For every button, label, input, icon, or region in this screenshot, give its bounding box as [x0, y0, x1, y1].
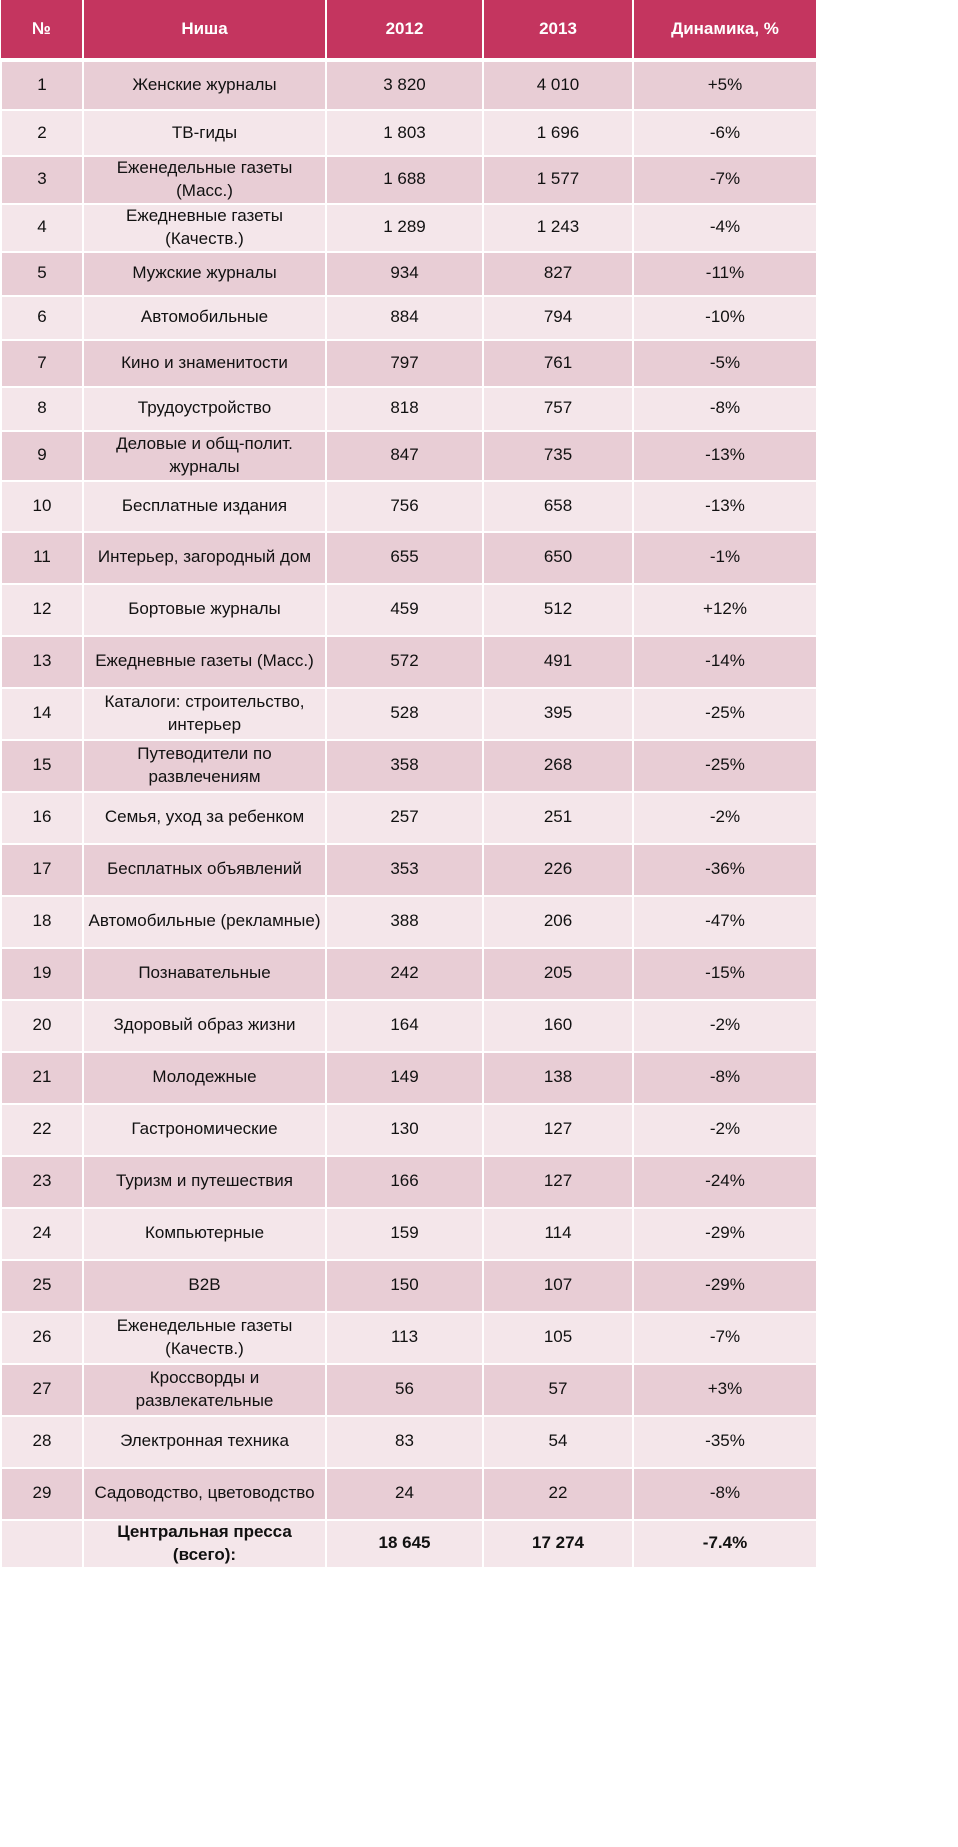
- cell-change: -14%: [633, 636, 817, 688]
- table-row: [1, 110, 817, 156]
- total-cell-niche: Центральная пресса (всего):: [83, 1520, 326, 1568]
- cell-2013: 735: [483, 431, 633, 481]
- table-row: [1, 1260, 817, 1312]
- cell-2012: 113: [326, 1312, 483, 1364]
- cell-niche: Еженедельные газеты (Масс.): [83, 156, 326, 204]
- table-row: [1, 204, 817, 252]
- cell-num: 17: [1, 844, 83, 896]
- table-row: [1, 584, 817, 636]
- cell-num: 1: [1, 60, 83, 110]
- cell-change: -10%: [633, 296, 817, 340]
- cell-2012: 655: [326, 532, 483, 584]
- cell-2012: 56: [326, 1364, 483, 1416]
- cell-2012: 818: [326, 387, 483, 431]
- cell-niche: Садоводство, цветоводство: [83, 1468, 326, 1520]
- table-row: [1, 296, 817, 340]
- cell-niche: Познавательные: [83, 948, 326, 1000]
- cell-num: 15: [1, 740, 83, 792]
- cell-num: 4: [1, 204, 83, 252]
- cell-niche: Автомобильные: [83, 296, 326, 340]
- cell-2013: 827: [483, 252, 633, 296]
- table-row: [1, 688, 817, 740]
- cell-num: 10: [1, 481, 83, 532]
- cell-niche: Кроссворды и развлекательные: [83, 1364, 326, 1416]
- cell-num: 14: [1, 688, 83, 740]
- cell-2013: 138: [483, 1052, 633, 1104]
- cell-num: 5: [1, 252, 83, 296]
- table-row: [1, 1000, 817, 1052]
- cell-niche: Автомобильные (рекламные): [83, 896, 326, 948]
- cell-niche: Ежедневные газеты (Масс.): [83, 636, 326, 688]
- cell-num: 19: [1, 948, 83, 1000]
- cell-niche: Интерьер, загородный дом: [83, 532, 326, 584]
- cell-change: +3%: [633, 1364, 817, 1416]
- cell-2013: 127: [483, 1156, 633, 1208]
- cell-change: -47%: [633, 896, 817, 948]
- cell-change: -7%: [633, 156, 817, 204]
- cell-change: -29%: [633, 1260, 817, 1312]
- table-row: [1, 1104, 817, 1156]
- cell-2012: 847: [326, 431, 483, 481]
- cell-niche: Женские журналы: [83, 60, 326, 110]
- cell-2012: 528: [326, 688, 483, 740]
- cell-change: -7%: [633, 1312, 817, 1364]
- cell-change: -8%: [633, 1468, 817, 1520]
- cell-num: 12: [1, 584, 83, 636]
- cell-change: -8%: [633, 387, 817, 431]
- cell-niche: ТВ-гиды: [83, 110, 326, 156]
- cell-change: +5%: [633, 60, 817, 110]
- cell-change: -13%: [633, 431, 817, 481]
- cell-change: -15%: [633, 948, 817, 1000]
- cell-niche: B2B: [83, 1260, 326, 1312]
- cell-num: 21: [1, 1052, 83, 1104]
- cell-2013: 512: [483, 584, 633, 636]
- cell-change: -35%: [633, 1416, 817, 1468]
- cell-2012: 149: [326, 1052, 483, 1104]
- cell-2012: 83: [326, 1416, 483, 1468]
- cell-niche: Бесплатные издания: [83, 481, 326, 532]
- cell-niche: Путеводители по развлечениям: [83, 740, 326, 792]
- cell-change: -11%: [633, 252, 817, 296]
- cell-num: 2: [1, 110, 83, 156]
- cell-num: 24: [1, 1208, 83, 1260]
- cell-niche: Туризм и путешествия: [83, 1156, 326, 1208]
- cell-2012: 24: [326, 1468, 483, 1520]
- table-row: [1, 636, 817, 688]
- cell-2012: 1 688: [326, 156, 483, 204]
- cell-niche: Здоровый образ жизни: [83, 1000, 326, 1052]
- table-row: [1, 532, 817, 584]
- cell-2013: 491: [483, 636, 633, 688]
- cell-niche: Еженедельные газеты (Качеств.): [83, 1312, 326, 1364]
- cell-num: 26: [1, 1312, 83, 1364]
- cell-niche: Семья, уход за ребенком: [83, 792, 326, 844]
- table-body: [1, 60, 817, 1568]
- table-row: [1, 1416, 817, 1468]
- cell-num: 23: [1, 1156, 83, 1208]
- total-cell-2013: 17 274: [483, 1520, 633, 1568]
- cell-2012: 166: [326, 1156, 483, 1208]
- cell-num: 3: [1, 156, 83, 204]
- cell-2013: 57: [483, 1364, 633, 1416]
- header-row: [1, 0, 817, 60]
- cell-num: 11: [1, 532, 83, 584]
- cell-change: -24%: [633, 1156, 817, 1208]
- cell-niche: Ежедневные газеты (Качеств.): [83, 204, 326, 252]
- cell-num: 20: [1, 1000, 83, 1052]
- cell-num: 16: [1, 792, 83, 844]
- header-num: №: [1, 0, 83, 60]
- cell-2012: 150: [326, 1260, 483, 1312]
- cell-2012: 459: [326, 584, 483, 636]
- cell-2012: 242: [326, 948, 483, 1000]
- cell-niche: Электронная техника: [83, 1416, 326, 1468]
- header-change: Динамика, %: [633, 0, 817, 60]
- cell-change: -36%: [633, 844, 817, 896]
- cell-2012: 884: [326, 296, 483, 340]
- header-2012: 2012: [326, 0, 483, 60]
- cell-2013: 205: [483, 948, 633, 1000]
- table-row: [1, 60, 817, 110]
- table-row: [1, 1052, 817, 1104]
- cell-2012: 388: [326, 896, 483, 948]
- cell-2012: 572: [326, 636, 483, 688]
- cell-num: 9: [1, 431, 83, 481]
- cell-2013: 650: [483, 532, 633, 584]
- cell-change: +12%: [633, 584, 817, 636]
- cell-change: -2%: [633, 1104, 817, 1156]
- cell-change: -8%: [633, 1052, 817, 1104]
- cell-2013: 268: [483, 740, 633, 792]
- table-row: [1, 252, 817, 296]
- cell-change: -25%: [633, 740, 817, 792]
- cell-change: -6%: [633, 110, 817, 156]
- table-row: [1, 844, 817, 896]
- cell-change: -4%: [633, 204, 817, 252]
- cell-num: 25: [1, 1260, 83, 1312]
- cell-num: 29: [1, 1468, 83, 1520]
- table-row: [1, 387, 817, 431]
- cell-niche: Кино и знаменитости: [83, 340, 326, 387]
- cell-2013: 757: [483, 387, 633, 431]
- cell-2012: 358: [326, 740, 483, 792]
- cell-2013: 1 696: [483, 110, 633, 156]
- table-row: [1, 1312, 817, 1364]
- cell-2013: 226: [483, 844, 633, 896]
- cell-2012: 257: [326, 792, 483, 844]
- cell-2012: 1 803: [326, 110, 483, 156]
- table-row: [1, 948, 817, 1000]
- cell-2013: 658: [483, 481, 633, 532]
- cell-change: -2%: [633, 792, 817, 844]
- total-cell-2012: 18 645: [326, 1520, 483, 1568]
- cell-2013: 22: [483, 1468, 633, 1520]
- cell-niche: Деловые и общ-полит. журналы: [83, 431, 326, 481]
- table-row: [1, 792, 817, 844]
- cell-2013: 105: [483, 1312, 633, 1364]
- cell-2012: 797: [326, 340, 483, 387]
- cell-2013: 127: [483, 1104, 633, 1156]
- cell-num: 22: [1, 1104, 83, 1156]
- cell-change: -2%: [633, 1000, 817, 1052]
- header-2013: 2013: [483, 0, 633, 60]
- cell-niche: Каталоги: строительство, интерьер: [83, 688, 326, 740]
- cell-num: 27: [1, 1364, 83, 1416]
- cell-2013: 1 577: [483, 156, 633, 204]
- cell-change: -25%: [633, 688, 817, 740]
- header-niche: Ниша: [83, 0, 326, 60]
- cell-2012: 159: [326, 1208, 483, 1260]
- total-cell-change: -7.4%: [633, 1520, 817, 1568]
- cell-2013: 794: [483, 296, 633, 340]
- cell-niche: Трудоустройство: [83, 387, 326, 431]
- cell-niche: Бортовые журналы: [83, 584, 326, 636]
- table-row: [1, 1208, 817, 1260]
- cell-2013: 395: [483, 688, 633, 740]
- table-row: [1, 431, 817, 481]
- cell-2012: 3 820: [326, 60, 483, 110]
- cell-2012: 756: [326, 481, 483, 532]
- cell-2012: 130: [326, 1104, 483, 1156]
- cell-change: -1%: [633, 532, 817, 584]
- cell-2013: 206: [483, 896, 633, 948]
- total-row: [1, 1520, 817, 1568]
- table-row: [1, 740, 817, 792]
- cell-change: -5%: [633, 340, 817, 387]
- cell-2012: 164: [326, 1000, 483, 1052]
- cell-niche: Гастрономические: [83, 1104, 326, 1156]
- table-row: [1, 1364, 817, 1416]
- cell-num: 7: [1, 340, 83, 387]
- table-row: [1, 1468, 817, 1520]
- cell-change: -29%: [633, 1208, 817, 1260]
- cell-2012: 1 289: [326, 204, 483, 252]
- cell-niche: Бесплатных объявлений: [83, 844, 326, 896]
- table-row: [1, 1156, 817, 1208]
- cell-2013: 114: [483, 1208, 633, 1260]
- cell-change: -13%: [633, 481, 817, 532]
- cell-num: 18: [1, 896, 83, 948]
- cell-niche: Компьютерные: [83, 1208, 326, 1260]
- cell-num: 6: [1, 296, 83, 340]
- cell-2012: 934: [326, 252, 483, 296]
- cell-niche: Молодежные: [83, 1052, 326, 1104]
- cell-2013: 761: [483, 340, 633, 387]
- cell-2013: 54: [483, 1416, 633, 1468]
- table-row: [1, 481, 817, 532]
- cell-2013: 107: [483, 1260, 633, 1312]
- cell-2013: 160: [483, 1000, 633, 1052]
- cell-2012: 353: [326, 844, 483, 896]
- cell-num: 8: [1, 387, 83, 431]
- cell-2013: 4 010: [483, 60, 633, 110]
- table-row: [1, 340, 817, 387]
- total-cell-num: [1, 1520, 83, 1568]
- cell-num: 28: [1, 1416, 83, 1468]
- table-row: [1, 156, 817, 204]
- table-row: [1, 896, 817, 948]
- cell-2013: 1 243: [483, 204, 633, 252]
- cell-niche: Мужские журналы: [83, 252, 326, 296]
- cell-2013: 251: [483, 792, 633, 844]
- cell-num: 13: [1, 636, 83, 688]
